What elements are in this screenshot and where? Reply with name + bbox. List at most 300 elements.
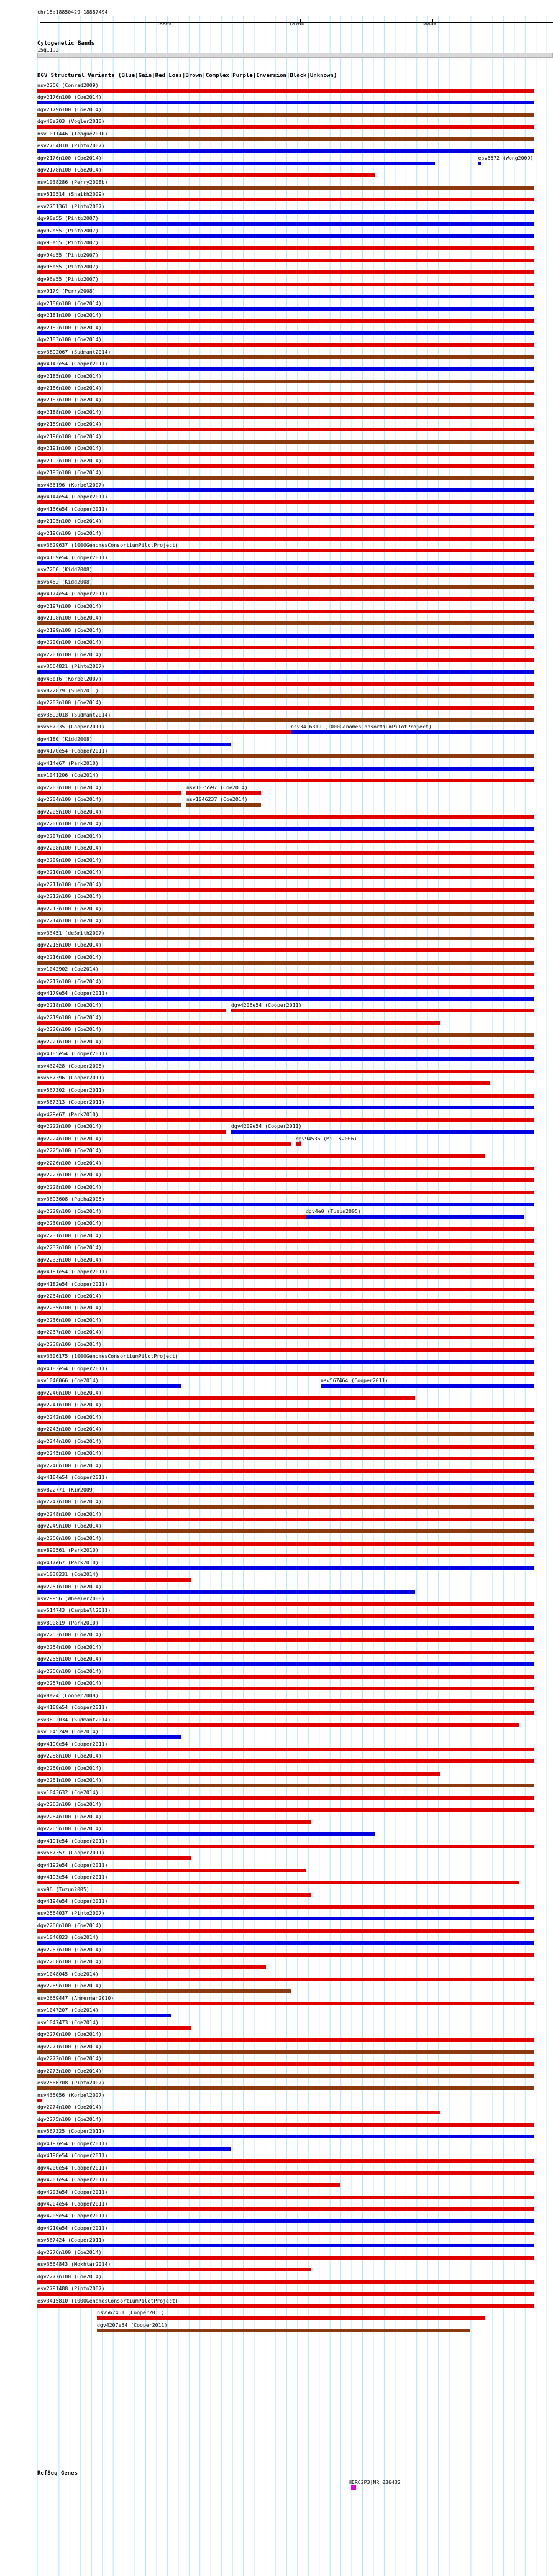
variant-bar[interactable] <box>37 694 534 698</box>
variant-bar[interactable] <box>37 2232 534 2235</box>
variant-bar[interactable] <box>37 1590 415 1594</box>
variant-bar[interactable] <box>37 2219 534 2223</box>
variant-label[interactable]: dgv2248n100 (Coe2014) <box>37 1510 102 1517</box>
variant-bar[interactable] <box>37 355 534 359</box>
variant-bar[interactable] <box>37 440 534 444</box>
variant-bar[interactable] <box>321 1384 534 1388</box>
variant-label[interactable]: dgv2226n100 (Coe2014) <box>37 1159 102 1166</box>
variant-bar[interactable] <box>37 210 534 214</box>
variant-label[interactable]: dgv2246n100 (Coe2014) <box>37 1462 102 1469</box>
variant-bar[interactable] <box>37 791 181 795</box>
variant-label[interactable]: dgv2264n100 (Coe2014) <box>37 1813 102 1820</box>
variant-bar[interactable] <box>37 1191 534 1194</box>
variant-bar[interactable] <box>37 2111 440 2114</box>
variant-bar[interactable] <box>37 488 534 492</box>
variant-label[interactable]: esv3892067 (Sudmant2014) <box>37 348 111 355</box>
variant-label[interactable]: dgv90e55 (Pinto2007) <box>37 215 99 222</box>
variant-bar[interactable] <box>37 428 534 431</box>
variant-bar[interactable] <box>37 1033 534 1037</box>
variant-bar[interactable] <box>37 634 534 638</box>
variant-label[interactable]: dgv2274n100 (Coe2014) <box>37 2104 102 2111</box>
variant-label[interactable]: dgv4188e54 (Cooper2011) <box>37 1704 108 1711</box>
variant-bar[interactable] <box>37 1311 534 1315</box>
variant-label[interactable]: esv2564037 (Pinto2007) <box>37 1910 105 1917</box>
variant-bar[interactable] <box>37 173 375 177</box>
variant-bar[interactable] <box>37 1735 181 1739</box>
variant-label[interactable]: dgv2214n100 (Coe2014) <box>37 917 102 924</box>
variant-bar[interactable] <box>37 961 534 965</box>
variant-bar[interactable] <box>37 2026 191 2030</box>
refseq-track-title[interactable]: RefSeq Genes <box>37 2470 78 2477</box>
variant-bar[interactable] <box>291 730 534 734</box>
variant-bar[interactable] <box>37 149 534 153</box>
variant-bar[interactable] <box>37 1421 534 1424</box>
variant-label[interactable]: nsv1038231 (Coe2014) <box>37 1571 99 1578</box>
variant-bar[interactable] <box>37 2256 534 2260</box>
variant-label[interactable]: nsv1042902 (Coe2014) <box>37 966 99 973</box>
variant-label[interactable]: dgv2204n100 (Coe2014) <box>37 796 102 803</box>
variant-label[interactable]: nsv1040823 (Coe2014) <box>37 1934 99 1941</box>
variant-bar[interactable] <box>37 2280 534 2284</box>
variant-bar[interactable] <box>37 1299 534 1303</box>
variant-label[interactable]: nsv1047473 (Coe2014) <box>37 2019 99 2025</box>
variant-bar[interactable] <box>37 779 534 782</box>
variant-bar[interactable] <box>37 2304 534 2308</box>
variant-label[interactable]: nsv567424 (Cooper2011) <box>37 2237 105 2244</box>
variant-bar[interactable] <box>37 198 534 201</box>
variant-bar[interactable] <box>37 1554 534 1557</box>
variant-bar[interactable] <box>37 573 534 577</box>
variant-bar[interactable] <box>37 2171 534 2175</box>
variant-bar[interactable] <box>37 246 534 250</box>
variant-bar[interactable] <box>37 1336 534 1339</box>
variant-bar[interactable] <box>37 1651 534 1654</box>
variant-bar[interactable] <box>37 2183 340 2187</box>
variant-label[interactable]: dgv2257n100 (Coe2014) <box>37 1680 102 1687</box>
variant-label[interactable]: dgv2192n100 (Coe2014) <box>37 457 102 464</box>
variant-label[interactable]: esv2791488 (Pinto2007) <box>37 2285 105 2292</box>
variant-bar[interactable] <box>231 1009 534 1012</box>
variant-bar[interactable] <box>37 743 231 746</box>
variant-label[interactable]: dgv429e67 (Park2010) <box>37 1111 99 1117</box>
variant-bar[interactable] <box>37 815 534 819</box>
variant-label[interactable]: nsv822771 (Kim2009) <box>37 1486 96 1493</box>
variant-label[interactable]: esv3564821 (Pinto2007) <box>37 663 105 670</box>
variant-label[interactable]: dgv2224n100 (Coe2014) <box>37 1135 102 1142</box>
variant-bar[interactable] <box>37 1070 534 1073</box>
variant-label[interactable]: nsv514743 (Campbell2011) <box>37 1607 111 1614</box>
variant-bar[interactable] <box>37 2099 42 2102</box>
variant-bar[interactable] <box>37 706 534 710</box>
variant-bar[interactable] <box>37 1723 519 1727</box>
variant-label[interactable]: nsv9179 (Perry2008) <box>37 288 96 295</box>
variant-bar[interactable] <box>37 1856 191 1860</box>
variant-bar[interactable] <box>37 403 534 407</box>
variant-bar[interactable] <box>37 585 534 589</box>
variant-bar[interactable] <box>37 2292 534 2296</box>
variant-bar[interactable] <box>37 259 534 262</box>
variant-label[interactable]: dgv2267n100 (Coe2014) <box>37 1946 102 1953</box>
variant-bar[interactable] <box>37 1662 534 1666</box>
variant-bar[interactable] <box>37 1275 534 1279</box>
variant-bar[interactable] <box>37 1251 534 1255</box>
variant-label[interactable]: dgv93e55 (Pinto2007) <box>37 239 99 246</box>
variant-bar[interactable] <box>37 973 534 976</box>
variant-bar[interactable] <box>37 343 534 347</box>
variant-label[interactable]: dgv2243n100 (Coe2014) <box>37 1426 102 1432</box>
variant-bar[interactable] <box>37 89 534 93</box>
variant-bar[interactable] <box>37 1154 485 1158</box>
variant-label[interactable]: dgv4206e54 (Cooper2011) <box>231 1002 302 1009</box>
variant-label[interactable]: dgv2202n100 (Coe2014) <box>37 699 102 706</box>
variant-label[interactable]: dgv2217n100 (Coe2014) <box>37 978 102 984</box>
variant-bar[interactable] <box>37 803 181 807</box>
variant-label[interactable]: nsv567396 (Cooper2011) <box>37 1075 105 1081</box>
variant-label[interactable]: dgv4209e54 (Cooper2011) <box>231 1123 302 1130</box>
variant-label[interactable]: dgv4184e54 (Cooper2011) <box>37 1474 108 1481</box>
variant-label[interactable]: dgv2235n100 (Coe2014) <box>37 1304 102 1311</box>
variant-label[interactable]: dgv2179n100 (Coe2014) <box>37 106 102 112</box>
variant-bar[interactable] <box>97 2329 470 2332</box>
variant-label[interactable]: dgv2195n100 (Coe2014) <box>37 518 102 525</box>
variant-bar[interactable] <box>37 319 534 323</box>
variant-label[interactable]: dgv2227n100 (Coe2014) <box>37 1171 102 1178</box>
variant-bar[interactable] <box>37 912 534 916</box>
variant-label[interactable]: dgv2213n100 (Coe2014) <box>37 905 102 912</box>
variant-bar[interactable] <box>37 1638 534 1642</box>
variant-label[interactable]: dgv2176n100 (Coe2014) <box>37 94 102 101</box>
variant-label[interactable]: dgv4192e54 (Cooper2011) <box>37 1861 108 1868</box>
variant-bar[interactable] <box>37 767 534 771</box>
variant-label[interactable]: nsv1040066 (Coe2014) <box>37 1377 99 1384</box>
variant-label[interactable]: esv3892018 (Sudmant2014) <box>37 711 111 718</box>
variant-bar[interactable] <box>37 125 534 129</box>
variant-bar[interactable] <box>37 1457 534 1460</box>
variant-bar[interactable] <box>37 1626 534 1630</box>
variant-label[interactable]: nsv567451 (Cooper2011) <box>97 2309 165 2316</box>
variant-label[interactable]: dgv2186n100 (Coe2014) <box>37 385 102 391</box>
variant-bar[interactable] <box>37 1784 534 1787</box>
variant-label[interactable]: dgv92e55 (Pinto2007) <box>37 227 99 234</box>
variant-label[interactable]: dgv2219n100 (Coe2014) <box>37 1014 102 1020</box>
variant-label[interactable]: nsv96 (Tuzun2005) <box>37 1886 89 1892</box>
variant-bar[interactable] <box>37 1130 226 1134</box>
variant-bar[interactable] <box>37 621 534 625</box>
variant-bar[interactable] <box>37 2062 534 2066</box>
variant-label[interactable]: esv3564843 (Mokhtar2014) <box>37 2261 111 2268</box>
variant-label[interactable]: dgv4174e54 (Cooper2011) <box>37 590 108 597</box>
variant-label[interactable]: dgv2200n100 (Coe2014) <box>37 639 102 646</box>
variant-label[interactable]: dgv2220n100 (Coe2014) <box>37 1026 102 1033</box>
variant-bar[interactable] <box>306 1215 524 1219</box>
variant-label[interactable]: dgv4197e54 (Cooper2011) <box>37 2140 108 2147</box>
variant-label[interactable]: dgv4190e54 (Cooper2011) <box>37 1740 108 1747</box>
variant-label[interactable]: dgv2269n100 (Coe2014) <box>37 1982 102 1989</box>
variant-bar[interactable] <box>37 985 534 989</box>
variant-bar[interactable] <box>37 331 534 335</box>
variant-bar[interactable] <box>37 537 534 541</box>
variant-bar[interactable] <box>37 162 435 165</box>
variant-bar[interactable] <box>37 1009 226 1012</box>
variant-bar[interactable] <box>37 1845 534 1848</box>
variant-label[interactable]: dgv4198e54 (Cooper2011) <box>37 2152 108 2159</box>
gene-exon-block[interactable] <box>351 2485 356 2490</box>
variant-bar[interactable] <box>37 549 534 552</box>
variant-label[interactable]: dgv4200e54 (Cooper2011) <box>37 2164 108 2171</box>
variant-label[interactable]: dgv4204e54 (Cooper2011) <box>37 2201 108 2207</box>
variant-bar[interactable] <box>37 597 534 601</box>
variant-label[interactable]: nsv1035597 (Coe2014) <box>186 784 248 791</box>
variant-label[interactable]: dgv2238n100 (Coe2014) <box>37 1341 102 1347</box>
variant-label[interactable]: esv3415810 (1000GenomesConsortiumPilotProject) <box>37 2297 178 2304</box>
variant-label[interactable]: nsv6452 (Kidd2008) <box>37 578 93 585</box>
variant-label[interactable]: dgv2181n100 (Coe2014) <box>37 312 102 319</box>
variant-bar[interactable] <box>37 948 534 952</box>
variant-bar[interactable] <box>37 840 534 843</box>
variant-label[interactable]: dgv2270n100 (Coe2014) <box>37 2031 102 2038</box>
variant-bar[interactable] <box>37 827 534 831</box>
variant-label[interactable]: nsv1038286 (Perry2008b) <box>37 178 108 185</box>
variant-label[interactable]: dgv2207n100 (Coe2014) <box>37 832 102 839</box>
variant-label[interactable]: dgv2189n100 (Coe2014) <box>37 421 102 428</box>
variant-label[interactable]: dgv2183n100 (Coe2014) <box>37 336 102 343</box>
variant-label[interactable]: dgv2203n100 (Coe2014) <box>37 784 102 791</box>
variant-bar[interactable] <box>37 380 534 383</box>
variant-bar[interactable] <box>37 1057 534 1061</box>
variant-bar[interactable] <box>37 222 534 226</box>
variant-label[interactable]: dgv4185e54 (Cooper2011) <box>37 1050 108 1057</box>
variant-label[interactable]: dgv4201e54 (Cooper2011) <box>37 2176 108 2183</box>
variant-bar[interactable] <box>37 1578 191 1582</box>
variant-label[interactable]: dgv94e55 (Pinto2007) <box>37 251 99 258</box>
cytoband-track-title[interactable]: Cytogenetic Bands <box>37 40 95 47</box>
variant-label[interactable]: dgv4193e54 (Cooper2011) <box>37 1874 108 1881</box>
variant-bar[interactable] <box>37 1518 534 1521</box>
variant-bar[interactable] <box>37 464 534 468</box>
variant-label[interactable]: dgv43e16 (Korbel2007) <box>37 675 102 682</box>
variant-label[interactable]: nsv567325 (Cooper2011) <box>37 2128 105 2135</box>
variant-bar[interactable] <box>37 1445 534 1449</box>
variant-label[interactable]: dgv2228n100 (Coe2014) <box>37 1183 102 1190</box>
variant-label[interactable]: nsv890561 (Park2010) <box>37 1547 99 1554</box>
variant-label[interactable]: esv6672 (Wong2009) <box>478 154 534 161</box>
variant-bar[interactable] <box>296 1142 301 1146</box>
variant-label[interactable]: dgv2178n100 (Coe2014) <box>37 167 102 173</box>
variant-label[interactable]: dgv2256n100 (Coe2014) <box>37 1667 102 1674</box>
variant-label[interactable]: dgv2201n100 (Coe2014) <box>37 651 102 658</box>
variant-label[interactable]: dgv2205n100 (Coe2014) <box>37 808 102 815</box>
variant-bar[interactable] <box>186 803 261 807</box>
variant-label[interactable]: dgv4e0 (Tuzun2005) <box>306 1208 361 1214</box>
variant-bar[interactable] <box>37 997 534 1001</box>
variant-bar[interactable] <box>37 2074 534 2078</box>
variant-label[interactable]: dgv2253n100 (Coe2014) <box>37 1631 102 1638</box>
variant-bar[interactable] <box>37 186 534 190</box>
variant-label[interactable]: dgv2273n100 (Coe2014) <box>37 2067 102 2074</box>
variant-label[interactable]: esv3306175 (1000GenomesConsortiumPilotProject) <box>37 1353 178 1360</box>
variant-bar[interactable] <box>37 2038 534 2042</box>
variant-bar[interactable] <box>37 1614 534 1618</box>
variant-label[interactable]: dgv2208n100 (Coe2014) <box>37 845 102 851</box>
variant-bar[interactable] <box>37 2196 534 2199</box>
variant-label[interactable]: nsv510514 (Shaikh2009) <box>37 191 105 198</box>
variant-label[interactable]: nsv3693608 (Pacha2005) <box>37 1196 105 1203</box>
variant-label[interactable]: dgv2263n100 (Coe2014) <box>37 1801 102 1808</box>
variant-label[interactable]: dgv4169e54 (Cooper2011) <box>37 554 108 561</box>
variant-bar[interactable] <box>37 610 534 613</box>
variant-bar[interactable] <box>37 1881 519 1884</box>
variant-label[interactable]: dgv4207e54 (Cooper2011) <box>97 2321 168 2328</box>
variant-label[interactable]: dgv2211n100 (Coe2014) <box>37 881 102 887</box>
variant-bar[interactable] <box>37 1239 534 1243</box>
variant-label[interactable]: dgv2185n100 (Coe2014) <box>37 372 102 379</box>
variant-label[interactable]: dgv4170e54 (Cooper2011) <box>37 748 108 754</box>
variant-label[interactable]: dgv2182n100 (Coe2014) <box>37 324 102 331</box>
variant-label[interactable]: esv2659447 (Ahmerman2010) <box>37 1994 114 2001</box>
variant-label[interactable]: nsv436196 (Korbel2007) <box>37 481 105 488</box>
variant-label[interactable]: nsv1043632 (Coe2014) <box>37 1789 99 1795</box>
variant-label[interactable]: nsv29956 (Wheeler2008) <box>37 1595 105 1602</box>
variant-label[interactable]: dgv414e67 (Park2010) <box>37 759 99 766</box>
variant-label[interactable]: nsv822879 (Suen2011) <box>37 687 99 694</box>
variant-bar[interactable] <box>37 2014 171 2017</box>
variant-label[interactable]: dgv2241n100 (Coe2014) <box>37 1401 102 1408</box>
variant-bar[interactable] <box>37 924 534 928</box>
variant-bar[interactable] <box>37 392 534 395</box>
variant-bar[interactable] <box>37 2002 534 2005</box>
variant-bar[interactable] <box>37 234 534 238</box>
variant-bar[interactable] <box>37 1045 534 1049</box>
variant-label[interactable]: nsv1011446 (Teague2010) <box>37 130 108 137</box>
variant-bar[interactable] <box>37 1796 534 1800</box>
cytoband-bar[interactable] <box>37 53 553 58</box>
variant-label[interactable]: dgv2275n100 (Coe2014) <box>37 2115 102 2122</box>
variant-label[interactable]: dgv2216n100 (Coe2014) <box>37 953 102 960</box>
variant-bar[interactable] <box>37 1178 534 1182</box>
variant-label[interactable]: nsv1046237 (Coe2014) <box>186 796 248 803</box>
variant-label[interactable]: nsv1041206 (Coe2014) <box>37 772 99 779</box>
variant-label[interactable]: dgv2210n100 (Coe2014) <box>37 869 102 876</box>
variant-bar[interactable] <box>37 1905 534 1909</box>
variant-bar[interactable] <box>37 1372 534 1376</box>
variant-label[interactable]: dgv4142e54 (Cooper2011) <box>37 360 108 367</box>
variant-bar[interactable] <box>37 1711 534 1715</box>
variant-label[interactable]: dgv4181e54 (Cooper2011) <box>37 1268 108 1275</box>
variant-label[interactable]: dgv2221n100 (Coe2014) <box>37 1038 102 1045</box>
variant-bar[interactable] <box>37 1215 306 1219</box>
variant-bar[interactable] <box>37 1396 415 1400</box>
variant-bar[interactable] <box>37 1917 534 1920</box>
variant-label[interactable]: esv3892034 (Sudmant2014) <box>37 1716 111 1723</box>
variant-bar[interactable] <box>37 1893 311 1897</box>
variant-label[interactable]: nsv567313 (Cooper2011) <box>37 1099 105 1106</box>
variant-bar[interactable] <box>37 718 534 722</box>
variant-bar[interactable] <box>37 1094 534 1098</box>
variant-label[interactable]: dgv2277n100 (Coe2014) <box>37 2273 102 2280</box>
variant-bar[interactable] <box>97 2316 485 2320</box>
dgv-track-title[interactable]: DGV Structural Variants (Blue|Gain|Red|Loss|Brown|Complex|Purple|Inversion|Black|Unknown) <box>37 73 337 79</box>
variant-bar[interactable] <box>37 1820 311 1824</box>
variant-label[interactable]: dgv2199n100 (Coe2014) <box>37 626 102 633</box>
variant-bar[interactable] <box>37 1869 306 1872</box>
variant-bar[interactable] <box>37 1929 534 1933</box>
variant-label[interactable]: dgv96e55 (Pinto2007) <box>37 275 99 282</box>
variant-label[interactable]: dgv2215n100 (Coe2014) <box>37 942 102 948</box>
variant-bar[interactable] <box>37 900 534 904</box>
variant-label[interactable]: dgv2250n100 (Coe2014) <box>37 1534 102 1541</box>
variant-label[interactable]: nsv890819 (Park2010) <box>37 1619 99 1626</box>
variant-label[interactable]: nsv2250 (Conrad2009) <box>37 82 99 88</box>
variant-bar[interactable] <box>478 162 482 165</box>
variant-bar[interactable] <box>37 1142 291 1146</box>
variant-label[interactable]: dgv2247n100 (Coe2014) <box>37 1498 102 1505</box>
variant-bar[interactable] <box>37 1324 534 1327</box>
variant-label[interactable]: dgv2196n100 (Coe2014) <box>37 529 102 536</box>
variant-bar[interactable] <box>37 307 534 311</box>
variant-bar[interactable] <box>231 1130 534 1134</box>
variant-bar[interactable] <box>37 2086 534 2090</box>
variant-label[interactable]: dgv2254n100 (Coe2014) <box>37 1643 102 1650</box>
variant-label[interactable]: dgv4194e54 (Cooper2011) <box>37 1898 108 1904</box>
variant-label[interactable]: dgv2237n100 (Coe2014) <box>37 1329 102 1336</box>
variant-bar[interactable] <box>37 1481 534 1485</box>
variant-label[interactable]: dgv2176n100 (Coe2014) <box>37 154 102 161</box>
variant-bar[interactable] <box>37 1759 534 1763</box>
variant-bar[interactable] <box>37 754 534 758</box>
variant-label[interactable]: dgv2268n100 (Coe2014) <box>37 1958 102 1965</box>
variant-bar[interactable] <box>37 2147 231 2151</box>
variant-bar[interactable] <box>37 1675 534 1679</box>
refseq-gene-label[interactable]: HERC2P3|NR_036432 <box>349 2479 401 2485</box>
cytoband-label[interactable]: 15q11.2 <box>37 47 59 53</box>
variant-bar[interactable] <box>37 525 534 528</box>
variant-label[interactable]: dgv2260n100 (Coe2014) <box>37 1764 102 1771</box>
variant-bar[interactable] <box>37 646 534 649</box>
variant-label[interactable]: esv2566708 (Pinto2007) <box>37 2079 105 2086</box>
variant-label[interactable]: dgv2245n100 (Coe2014) <box>37 1450 102 1457</box>
variant-bar[interactable] <box>37 658 534 662</box>
variant-bar[interactable] <box>37 1687 534 1690</box>
variant-bar[interactable] <box>37 1360 534 1364</box>
variant-bar[interactable] <box>37 561 534 565</box>
variant-label[interactable]: nsv7260 (Kidd2008) <box>37 566 93 573</box>
variant-bar[interactable] <box>37 1384 181 1388</box>
variant-label[interactable]: dgv2191n100 (Coe2014) <box>37 445 102 452</box>
variant-bar[interactable] <box>37 888 534 892</box>
variant-label[interactable]: dgv4210e54 (Cooper2011) <box>37 2224 108 2231</box>
variant-label[interactable]: dgv4182e54 (Cooper2011) <box>37 1280 108 1287</box>
variant-label[interactable]: dgv2218n100 (Coe2014) <box>37 1002 102 1009</box>
variant-bar[interactable] <box>37 2159 534 2163</box>
variant-bar[interactable] <box>37 113 534 117</box>
variant-label[interactable]: dgv417e67 (Park2010) <box>37 1559 99 1565</box>
variant-bar[interactable] <box>37 500 534 504</box>
variant-label[interactable]: nsv567302 (Cooper2011) <box>37 1086 105 1093</box>
variant-bar[interactable] <box>37 1748 534 1751</box>
variant-label[interactable]: dgv2222n100 (Coe2014) <box>37 1123 102 1130</box>
variant-bar[interactable] <box>37 101 534 104</box>
variant-label[interactable]: nsv3416319 (1000GenomesConsortiumPilotProject) <box>291 723 432 730</box>
variant-label[interactable]: nsv567235 (Cooper2011) <box>37 723 105 730</box>
variant-bar[interactable] <box>37 1953 534 1957</box>
variant-bar[interactable] <box>37 270 534 274</box>
variant-label[interactable]: dgv2242n100 (Coe2014) <box>37 1413 102 1420</box>
variant-bar[interactable] <box>37 876 534 879</box>
variant-bar[interactable] <box>37 682 534 686</box>
variant-label[interactable]: dgv4180 (Kidd2008) <box>37 735 93 742</box>
variant-bar[interactable] <box>37 295 534 298</box>
variant-bar[interactable] <box>37 1529 534 1533</box>
